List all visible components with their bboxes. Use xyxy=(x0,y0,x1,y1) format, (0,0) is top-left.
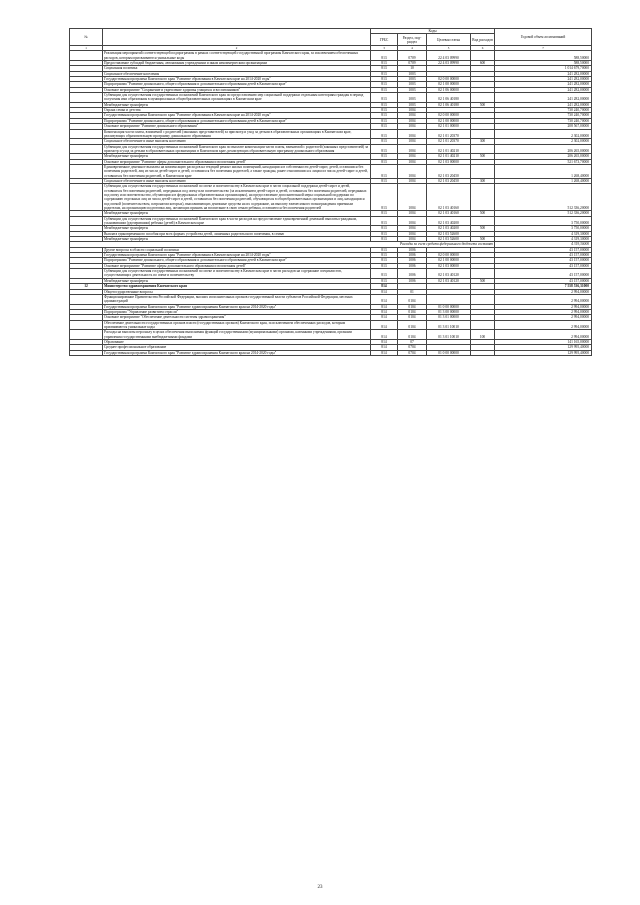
table-row xyxy=(70,93,592,103)
row-target-article: 01 3 01 10010 xyxy=(427,320,471,330)
row-name: Предоставление субсидий бюджетным, автономным учреждениям и иным некоммерческим организациям xyxy=(103,61,371,66)
row-razdel: 07 xyxy=(398,339,427,344)
row-name: Подпрограмма "Развитие дошкольного, общего образования и дополнительного образования детей в Камчатском крае" xyxy=(103,258,371,263)
header-razdel: Раздел, под-раздел xyxy=(398,34,427,46)
row-expense-type: 300 xyxy=(471,178,495,183)
row-target-article: 02 1 03 40160 xyxy=(427,184,471,211)
table-row xyxy=(70,320,592,330)
row-name: Государственная программа Камчатского края "Развитие образования в Камчатском крае на 2014-2020 годы" xyxy=(103,113,371,118)
row-grbs: 814 xyxy=(371,289,398,294)
row-grbs: 813 xyxy=(371,164,398,178)
row-target-article: 02 1 01 20370 xyxy=(427,129,471,139)
row-target-article: 01 3 00 00000 xyxy=(427,309,471,314)
row-grbs: 813 xyxy=(371,139,398,144)
header-vr: Вид расходов xyxy=(471,34,495,46)
row-razdel: 1004 xyxy=(398,216,427,226)
row-razdel: 0104 xyxy=(398,304,427,309)
row-target-article: 01 3 01 00000 xyxy=(427,315,471,320)
row-amount: 1 268,40000 xyxy=(495,178,592,183)
table-row xyxy=(70,184,592,211)
row-amount: 43 157,00000 xyxy=(495,269,592,279)
row-grbs: 813 xyxy=(371,184,398,211)
table-row xyxy=(70,216,592,226)
row-grbs: 814 xyxy=(371,350,398,355)
row-razdel: 1004 xyxy=(398,108,427,113)
row-name: Субвенции для осуществления государственных полномочий по опеке и попечительству в Камчатском крае в части социальной поддержки детей-сирот и детей, оставшихся без попечения родителей, переданных под опеку или попечительство (за исключением детей-сирот и детей, оставшихся без попечения родителей, переданных под опеку или попечительство, обучающихся в федеральных образовательных организациях), на предоставление дополнительной меры социальной поддержки по содержанию отдельных лиц из числа детей-сирот и детей, оставшихся без попечения родителей, обучающихся в общеобразовательных организациях и лиц, находящихся под опекой (попечительством, патронатом которых), выплачивающих денежные средства на их содержание, на выплату ежемесячного вознаграждения приемным родителям, на организацию подготовки лиц, желающих принять на воспитание в свою семью ребенка, оставшегося без попечения родителей xyxy=(103,184,371,211)
row-target-article: 02 1 00 00000 xyxy=(427,258,471,263)
row-name: Социальное обеспечение населения xyxy=(103,71,371,76)
row-razdel: 0104 xyxy=(398,320,427,330)
row-name: Межбюджетные трансферты xyxy=(103,237,371,242)
row-name: Реализация мероприятий соответствующей подпрограммы в рамках соответствующей государственной программы Камчатского края, за исключением обеспеченных расходов, которым присваиваются уникальные коды xyxy=(103,51,371,61)
row-razdel: 10 xyxy=(398,66,427,71)
row-number xyxy=(70,216,103,226)
column-number: 2 xyxy=(103,46,371,51)
header-volume: Годовой объем ассигнований xyxy=(495,29,592,46)
row-expense-type: 300 xyxy=(471,139,495,144)
row-grbs: 813 xyxy=(371,124,398,129)
row-target-article: 01 3 01 10010 xyxy=(427,330,471,340)
row-expense-type xyxy=(471,129,495,139)
row-name: Межбюджетные трансферты xyxy=(103,278,371,283)
row-razdel: 1004 xyxy=(398,129,427,139)
row-grbs: 813 xyxy=(371,66,398,71)
row-razdel: 1004 xyxy=(398,118,427,123)
table-body xyxy=(70,51,592,356)
row-amount: 1 268,40000 xyxy=(495,164,592,178)
table-row xyxy=(70,129,592,139)
row-amount: 4 319,30000 xyxy=(495,242,592,247)
column-number: 3 xyxy=(371,46,398,51)
row-target-article: 02 1 06 40180 xyxy=(427,102,471,107)
row-target-article: 02 1 03 52600 xyxy=(427,237,471,242)
row-name: Основное мероприятие "Обеспечение деятельности системы здравоохранения" xyxy=(103,315,371,320)
row-expense-type: 500 xyxy=(471,211,495,216)
row-razdel: 0709 xyxy=(398,61,427,66)
row-amount: 43 157,00000 xyxy=(495,263,592,268)
row-number xyxy=(70,294,103,304)
row-name: Государственная программа Камчатского края "Развитие здравоохранения Камчатского края на 2014-2020 годы" xyxy=(103,304,371,309)
row-razdel: 0104 xyxy=(398,330,427,340)
row-number: 12 xyxy=(70,284,103,289)
row-grbs: 813 xyxy=(371,113,398,118)
table-row xyxy=(70,164,592,178)
row-number xyxy=(70,51,103,61)
row-amount: 43 157,00000 xyxy=(495,253,592,258)
row-target-article: 02 1 01 40210 xyxy=(427,154,471,159)
row-name: Основное мероприятие "Развитие сферы дополнительного образования и воспитания детей" xyxy=(103,159,371,164)
row-amount: 206 265,00000 xyxy=(495,144,592,154)
row-target-article: 02 1 03 00000 xyxy=(427,263,471,268)
row-grbs: 814 xyxy=(371,330,398,340)
row-grbs: 813 xyxy=(371,87,398,92)
row-grbs: 813 xyxy=(371,253,398,258)
row-razdel: 1006 xyxy=(398,258,427,263)
row-number xyxy=(70,330,103,340)
row-amount: 208 567,00000 xyxy=(495,124,592,129)
row-target-article: 02 1 03 40160 xyxy=(427,211,471,216)
row-number xyxy=(70,144,103,154)
row-name: Межбюджетные трансферты xyxy=(103,102,371,107)
row-target-article: 02 1 03 40120 xyxy=(427,269,471,279)
row-razdel: 1004 xyxy=(398,231,427,236)
row-name: Среднее профессиональное образование xyxy=(103,345,371,350)
row-grbs: 813 xyxy=(371,258,398,263)
row-note: Расходы за счет средств федерального бюджета составят xyxy=(70,242,495,247)
row-grbs: 813 xyxy=(371,102,398,107)
row-razdel: 0104 xyxy=(398,294,427,304)
row-name: Общегосударственные вопросы xyxy=(103,289,371,294)
row-target-article: 02 1 03 20450 xyxy=(427,164,471,178)
row-amount: 2 994,00000 xyxy=(495,304,592,309)
header-name xyxy=(103,29,371,46)
row-grbs: 813 xyxy=(371,269,398,279)
row-amount: 730 240,70000 xyxy=(495,108,592,113)
row-razdel: 1003 xyxy=(398,71,427,76)
row-target-article: 02 1 00 00000 xyxy=(427,82,471,87)
row-amount: 2 302,00000 xyxy=(495,129,592,139)
row-name: Подпрограмма "Развитие дошкольного, общего образования и дополнительного образования детей в Камчатском крае" xyxy=(103,82,371,87)
row-name: Социальное обеспечение и иные выплаты населению xyxy=(103,139,371,144)
row-razdel: 1004 xyxy=(398,164,427,178)
row-target-article: 02 0 00 00000 xyxy=(427,113,471,118)
row-name: Образование xyxy=(103,339,371,344)
column-number: 4 xyxy=(398,46,427,51)
row-amount: 3 750,00000 xyxy=(495,216,592,226)
row-razdel: 1003 xyxy=(398,82,427,87)
row-name: Субвенции для осуществления государственных полномочий Камчатского края в части расходов на предоставление единовременной денежной выплаты гражданам, усыновившим (удочерившим) ребенка (детей) в Камчатском крае xyxy=(103,216,371,226)
row-razdel: 1004 xyxy=(398,124,427,129)
row-expense-type: 500 xyxy=(471,102,495,107)
row-amount: 2 994,00000 xyxy=(495,320,592,330)
row-razdel: 1004 xyxy=(398,226,427,231)
row-expense-type: 600 xyxy=(471,61,495,66)
row-razdel: 1004 xyxy=(398,139,427,144)
row-name: Государственная программа Камчатского края "Развитие образования в Камчатском крае на 2014-2020 годы" xyxy=(103,253,371,258)
document-page xyxy=(69,28,591,356)
row-target-article: 02 1 03 52600 xyxy=(427,231,471,236)
row-name: Субвенции для осуществления государственных полномочий Камчатского края по выплате компенсации части платы, взимаемой с родителей (законных представителей) за присмотр и уход за детьми в образовательных организациях в Камчатском крае, реализующих образовательную программу дошкольного образования xyxy=(103,144,371,154)
row-grbs: 813 xyxy=(371,108,398,113)
row-razdel: 0704 xyxy=(398,345,427,350)
row-amount: 521 673,70000 xyxy=(495,159,592,164)
row-expense-type xyxy=(471,216,495,226)
row-number xyxy=(70,320,103,330)
column-number: 6 xyxy=(471,46,495,51)
row-amount: 1 014 679,70000 xyxy=(495,66,592,71)
row-name: Расходы на выплаты персоналу в целях обеспечения выполнения функций государственными (муниципальными) органами, казенными учреждениями, органами управления государственными внебюджетными фондами xyxy=(103,330,371,340)
row-name: Субвенции для осуществления государственных полномочий по опеке и попечительству в Камчатском крае в части расходов на содержание специалистов, осуществляющих деятельность по опеке и попечительству xyxy=(103,269,371,279)
row-target-article: 02 1 00 00000 xyxy=(427,118,471,123)
row-razdel: 1004 xyxy=(398,154,427,159)
row-amount: 730 240,70000 xyxy=(495,118,592,123)
row-grbs: 813 xyxy=(371,216,398,226)
row-number xyxy=(70,129,103,139)
row-razdel: 1006 xyxy=(398,278,427,283)
row-grbs: 813 xyxy=(371,82,398,87)
row-target-article: 02 1 03 20450 xyxy=(427,178,471,183)
row-grbs: 813 xyxy=(371,178,398,183)
row-expense-type xyxy=(471,350,495,355)
row-razdel: 1006 xyxy=(398,269,427,279)
row-name: Межбюджетные трансферты xyxy=(103,226,371,231)
row-target-article: 22 4 03 09990 xyxy=(427,61,471,66)
row-razdel: 1004 xyxy=(398,113,427,118)
row-name: Выплата единовременного пособия при всех формах устройства детей, лишенных родительского попечения, в семью xyxy=(103,231,371,236)
row-expense-type xyxy=(471,93,495,103)
row-amount: 2 302,00000 xyxy=(495,139,592,144)
table-row xyxy=(70,144,592,154)
row-grbs: 813 xyxy=(371,154,398,159)
row-target-article: 02 1 01 40210 xyxy=(427,144,471,154)
row-number xyxy=(70,269,103,279)
row-target-article: 02 0 00 00000 xyxy=(427,253,471,258)
row-grbs: 813 xyxy=(371,231,398,236)
row-grbs: 813 xyxy=(371,263,398,268)
row-expense-type xyxy=(471,164,495,178)
row-name: Другие вопросы в области социальной политики xyxy=(103,247,371,252)
row-name: Социальная политика xyxy=(103,66,371,71)
row-amount: 7 558 536,31000 xyxy=(495,284,592,289)
table-row xyxy=(70,51,592,61)
row-razdel: 0704 xyxy=(398,350,427,355)
row-name: Основное мероприятие "Развитие дошкольного образования" xyxy=(103,124,371,129)
row-name: Социальное обеспечение и иные выплаты населению xyxy=(103,178,371,183)
row-expense-type: 500 xyxy=(471,154,495,159)
row-grbs: 814 xyxy=(371,315,398,320)
row-amount: 2 994,00000 xyxy=(495,315,592,320)
table-row xyxy=(70,330,592,340)
table-row xyxy=(70,294,592,304)
row-amount: 512 336,20000 xyxy=(495,184,592,211)
row-grbs: 813 xyxy=(371,71,398,76)
row-name: Межбюджетные трансферты xyxy=(103,154,371,159)
row-grbs: 813 xyxy=(371,278,398,283)
row-expense-type xyxy=(471,269,495,279)
row-amount: 588,50000 xyxy=(495,61,592,66)
row-expense-type xyxy=(471,51,495,61)
row-grbs: 813 xyxy=(371,93,398,103)
header-csr: Целевая статья xyxy=(427,34,471,46)
row-grbs: 813 xyxy=(371,77,398,82)
row-expense-type: 500 xyxy=(471,237,495,242)
row-number xyxy=(70,93,103,103)
row-grbs: 814 xyxy=(371,304,398,309)
row-amount: 241 282,00000 xyxy=(495,93,592,103)
row-target-article: 02 1 03 40200 xyxy=(427,216,471,226)
row-amount: 241 282,00000 xyxy=(495,82,592,87)
row-amount: 4 319,30000 xyxy=(495,237,592,242)
row-razdel: 0709 xyxy=(398,51,427,61)
row-name: Основное мероприятие "Сохранение и укрепление здоровья учащихся и воспитанников" xyxy=(103,87,371,92)
row-expense-type xyxy=(471,184,495,211)
row-amount: 4 319,30000 xyxy=(495,231,592,236)
row-expense-type: 500 xyxy=(471,226,495,231)
row-amount: 2 994,00000 xyxy=(495,330,592,340)
row-expense-type: 500 xyxy=(471,278,495,283)
row-razdel: 0104 xyxy=(398,315,427,320)
row-razdel: 01 xyxy=(398,289,427,294)
row-name: Функционирование Правительства Российской Федерации, высших исполнительных органов государственной власти субъектов Российской Федерации, местных администраций xyxy=(103,294,371,304)
header-no: № xyxy=(70,29,103,46)
row-razdel: 1006 xyxy=(398,253,427,258)
row-target-article: 01 0 00 00000 xyxy=(427,350,471,355)
header-grbs: ГРБС xyxy=(371,34,398,46)
row-grbs: 813 xyxy=(371,61,398,66)
row-name: Обеспечение деятельности государственных органов власти (государственных органов) Камчатского края, за исключением обеспеченных расходов, которым присваиваются уникальные коды xyxy=(103,320,371,330)
row-amount: 206 265,00000 xyxy=(495,154,592,159)
row-razdel: 0104 xyxy=(398,309,427,314)
column-number: 1 xyxy=(70,46,103,51)
header-codes: Коды xyxy=(371,29,495,34)
row-target-article xyxy=(427,294,471,304)
row-target-article: 02 1 03 40200 xyxy=(427,226,471,231)
row-target-article: 02 1 03 40120 xyxy=(427,278,471,283)
row-grbs: 814 xyxy=(371,294,398,304)
row-number xyxy=(70,164,103,178)
row-grbs: 814 xyxy=(371,309,398,314)
row-target-article: 02 1 03 00000 xyxy=(427,159,471,164)
row-grbs: 813 xyxy=(371,211,398,216)
row-grbs: 813 xyxy=(371,118,398,123)
row-name: Подпрограмма "Управление развитием отрасли" xyxy=(103,309,371,314)
row-name: Субвенции для осуществления государственных полномочий Камчатского края по предоставлению мер социальной поддержки отдельным категориям граждан в период получения ими образования в муниципальных общеобразовательных организациях в Камчатском крае xyxy=(103,93,371,103)
row-grbs: 813 xyxy=(371,51,398,61)
table-row xyxy=(70,350,592,355)
row-razdel: 1004 xyxy=(398,237,427,242)
row-expense-type xyxy=(471,144,495,154)
row-grbs: 813 xyxy=(371,159,398,164)
row-number xyxy=(70,184,103,211)
row-razdel: 1003 xyxy=(398,77,427,82)
row-amount: 129 995,40000 xyxy=(495,345,592,350)
row-name: Основное мероприятие "Развитие сферы дополнительного образования и воспитания детей" xyxy=(103,263,371,268)
row-target-article: 02 1 06 00000 xyxy=(427,87,471,92)
column-number: 5 xyxy=(427,46,471,51)
row-amount: 241 282,00000 xyxy=(495,77,592,82)
row-expense-type xyxy=(471,320,495,330)
row-name: Охрана семьи и детства xyxy=(103,108,371,113)
row-razdel: 1006 xyxy=(398,247,427,252)
row-target-article: 02 1 01 00000 xyxy=(427,124,471,129)
row-name: Государственная программа Камчатского края "Развитие здравоохранения Камчатского края на 2014-2020 годы" xyxy=(103,350,371,355)
row-amount: 3 750,00000 xyxy=(495,226,592,231)
table-row xyxy=(70,269,592,279)
row-razdel: 1003 xyxy=(398,102,427,107)
budget-table xyxy=(69,28,592,356)
row-expense-type: 100 xyxy=(471,330,495,340)
row-grbs: 814 xyxy=(371,320,398,330)
row-razdel: 1004 xyxy=(398,211,427,216)
row-grbs: 813 xyxy=(371,237,398,242)
row-amount: 588,50000 xyxy=(495,51,592,61)
row-grbs: 814 xyxy=(371,284,398,289)
row-razdel: 1003 xyxy=(398,93,427,103)
row-razdel: 1006 xyxy=(398,263,427,268)
row-razdel: 1004 xyxy=(398,178,427,183)
row-razdel: 1003 xyxy=(398,87,427,92)
column-number: 7 xyxy=(495,46,592,51)
row-grbs: 813 xyxy=(371,247,398,252)
row-amount: 43 157,00000 xyxy=(495,247,592,252)
row-grbs: 813 xyxy=(371,129,398,139)
row-name: Министерство здравоохранения Камчатского края xyxy=(103,284,371,289)
row-grbs: 813 xyxy=(371,144,398,154)
page-number: 23 xyxy=(317,885,323,890)
row-grbs: 814 xyxy=(371,345,398,350)
row-amount: 241 282,00000 xyxy=(495,87,592,92)
row-amount: 43 157,00000 xyxy=(495,258,592,263)
row-grbs: 813 xyxy=(371,226,398,231)
row-amount: 512 336,20000 xyxy=(495,211,592,216)
row-target-article: 02 1 01 20370 xyxy=(427,139,471,144)
row-amount: 730 240,70000 xyxy=(495,113,592,118)
row-target-article: 22 4 03 09990 xyxy=(427,51,471,61)
row-amount: 2 994,00000 xyxy=(495,294,592,304)
header-row-1 xyxy=(70,29,592,34)
row-name: Единовременное денежное выплаты на компенсацию расходов на текущий ремонт жилых помещений, находящихся в собственности детей-сирот, детей, оставшихся без попечения родителей, лиц из числа детей-сирот и детей, оставшихся без попечения родителей, а также граждан, ранее относившихся к лицам из числа детей-сирот и детей, оставшихся без попечения родителей, в Камчатском крае xyxy=(103,164,371,178)
row-amount: 141 165,00000 xyxy=(495,339,592,344)
row-name: Компенсация части платы, взимаемой с родителей (законных представителей) за присмотр и уход за детьми в образовательных организациях в Камчатском крае, реализующих образовательную программу дошкольного образования xyxy=(103,129,371,139)
row-amount: 2 994,00000 xyxy=(495,289,592,294)
row-number xyxy=(70,350,103,355)
row-amount: 43 157,00000 xyxy=(495,278,592,283)
row-amount: 241 282,00000 xyxy=(495,71,592,76)
row-expense-type xyxy=(471,294,495,304)
row-razdel: 1004 xyxy=(398,144,427,154)
row-grbs: 814 xyxy=(371,339,398,344)
row-amount: 241 282,00000 xyxy=(495,102,592,107)
row-target-article: 02 1 06 40180 xyxy=(427,93,471,103)
row-target-article: 01 0 00 00000 xyxy=(427,304,471,309)
row-amount: 129 995,40000 xyxy=(495,350,592,355)
row-name: Межбюджетные трансферты xyxy=(103,211,371,216)
row-name: Государственная программа Камчатского края "Развитие образования в Камчатском крае на 2014-2020 годы" xyxy=(103,77,371,82)
row-target-article: 02 0 00 00000 xyxy=(427,77,471,82)
row-razdel: 1004 xyxy=(398,159,427,164)
row-name: Подпрограмма "Развитие дошкольного, общего образования и дополнительного образования детей в Камчатском крае" xyxy=(103,118,371,123)
row-razdel: 1004 xyxy=(398,184,427,211)
row-amount: 2 994,00000 xyxy=(495,309,592,314)
